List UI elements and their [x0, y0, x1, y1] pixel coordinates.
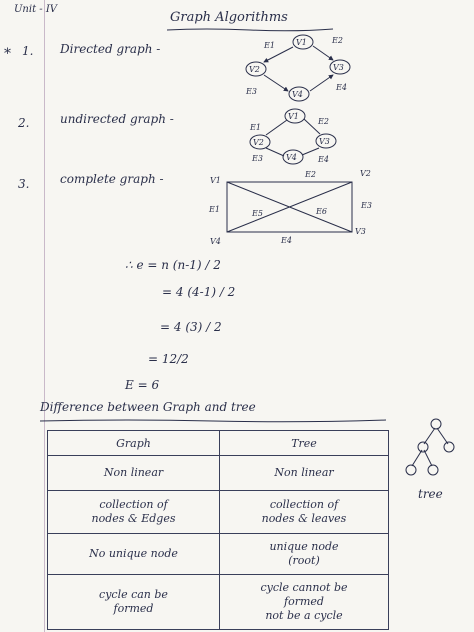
table-row	[48, 575, 389, 630]
edge-label: E4	[281, 236, 292, 245]
table-header-row	[48, 431, 389, 456]
vertex-label: V1	[288, 112, 299, 121]
table-row	[48, 456, 389, 491]
table-cell: Non linear	[220, 456, 389, 491]
table-cell: cycle can be formed	[48, 575, 220, 630]
edge-label: E2	[332, 36, 343, 45]
page-margin-line	[44, 0, 45, 632]
formula-result: E = 6	[125, 378, 160, 392]
edge-label: E2	[305, 170, 316, 179]
tree-sketch-label: tree	[418, 487, 443, 501]
section-number-2: 2.	[18, 116, 30, 130]
table-cell: unique node (root)	[220, 534, 389, 575]
vertex-label: V2	[253, 138, 264, 147]
vertex-label: V4	[286, 153, 297, 162]
edge-label: E3	[246, 87, 257, 96]
margin-star-mark: *	[4, 46, 11, 62]
table-row	[48, 534, 389, 575]
table-cell: collection of nodes & Edges	[48, 491, 220, 534]
tree-node	[418, 442, 428, 452]
edge-label: E1	[209, 205, 220, 214]
vertex-label: V3	[333, 63, 344, 72]
tree-node	[444, 442, 454, 452]
vertex-label: V3	[355, 227, 366, 236]
table-cell: Non linear	[48, 456, 220, 491]
edge-label: E6	[316, 207, 327, 216]
difference-heading: Difference between Graph and tree	[40, 400, 256, 414]
edge-label: E1	[264, 41, 275, 50]
table-cell: cycle cannot be formed not be a cycle	[220, 575, 389, 630]
section-number-3: 3.	[18, 177, 30, 191]
column-header: Tree	[220, 431, 389, 456]
edge-label: E4	[318, 155, 329, 164]
formula-line-1: ∴ e = n (n-1) / 2	[125, 258, 221, 272]
edge-label: E3	[252, 154, 263, 163]
heading-underline	[38, 418, 388, 424]
graph-vs-tree-table	[47, 430, 389, 630]
edge-label: E2	[318, 117, 329, 126]
table-row	[48, 491, 389, 534]
tree-node	[428, 465, 438, 475]
formula-line-2: = 4 (4-1) / 2	[162, 285, 236, 299]
vertex-label: V3	[319, 137, 330, 146]
section-label-complete: complete graph -	[60, 172, 164, 186]
tree-sketch-diagram	[400, 416, 460, 486]
table-cell: No unique node	[48, 534, 220, 575]
section-label-directed: Directed graph -	[60, 42, 161, 56]
page-title: Graph Algorithms	[170, 10, 288, 25]
vertex-label: V2	[360, 169, 371, 178]
edge-label: E3	[361, 201, 372, 210]
directed-graph-diagram	[236, 32, 356, 102]
edge-label: E1	[250, 123, 261, 132]
vertex-label: V1	[296, 38, 307, 47]
vertex-label: V4	[292, 90, 303, 99]
formula-line-4: = 12/2	[148, 352, 189, 366]
section-number-1: 1.	[22, 44, 34, 58]
vertex-label: V1	[210, 176, 221, 185]
vertex-label: V2	[249, 65, 260, 74]
edge-label: E4	[336, 83, 347, 92]
section-label-undirected: undirected graph -	[60, 112, 174, 126]
vertex-label: V4	[210, 237, 221, 246]
unit-label: Unit - IV	[14, 4, 57, 15]
tree-node	[431, 419, 441, 429]
tree-node	[406, 465, 416, 475]
undirected-graph-diagram	[240, 104, 345, 170]
complete-graph-diagram	[205, 168, 375, 248]
column-header: Graph	[48, 431, 220, 456]
table-cell: collection of nodes & leaves	[220, 491, 389, 534]
formula-line-3: = 4 (3) / 2	[160, 320, 222, 334]
edge-label: E5	[252, 209, 263, 218]
